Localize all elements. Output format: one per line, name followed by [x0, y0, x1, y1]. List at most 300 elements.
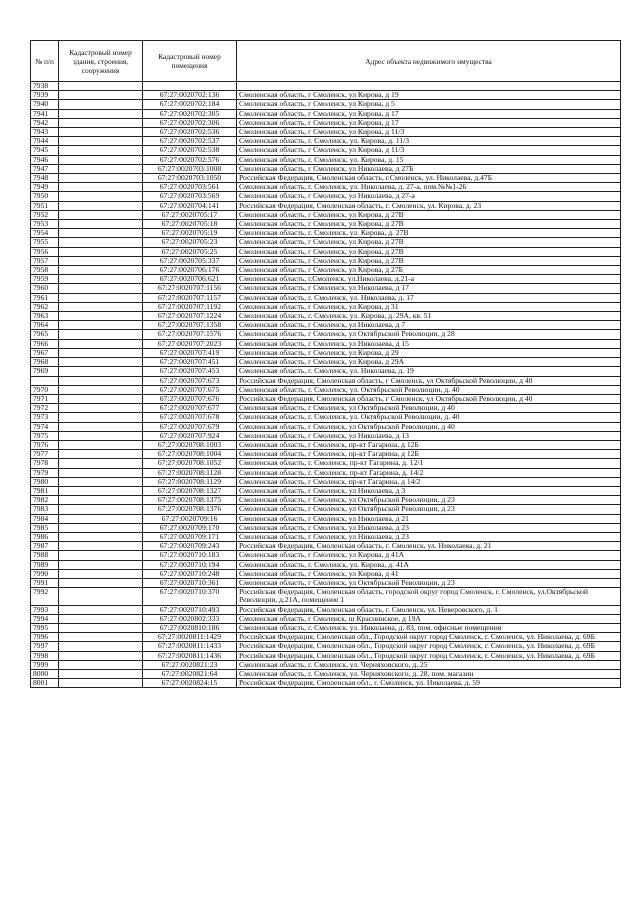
address-cell: Смоленская область, г Смоленск, ул Николаева, д 27-а — [237, 192, 621, 201]
header-num: № п/п — [31, 41, 59, 82]
building-cadastral-cell — [59, 229, 143, 238]
building-cadastral-cell — [59, 330, 143, 339]
row-number: 7951 — [31, 201, 59, 210]
room-cadastral-cell: 67:27:0020709:243 — [143, 542, 237, 551]
room-cadastral-cell: 67:27:0020707:419 — [143, 348, 237, 357]
table-row — [31, 679, 621, 688]
building-cadastral-cell — [59, 523, 143, 532]
address-cell: Смоленская область, г. Смоленск, ул. Николаева, д. 27-а, пом.№№1-26 — [237, 183, 621, 192]
row-number: 7992 — [31, 588, 59, 605]
building-cadastral-cell — [59, 660, 143, 669]
building-cadastral-cell — [59, 605, 143, 614]
building-cadastral-cell — [59, 109, 143, 118]
row-number: 7940 — [31, 100, 59, 109]
building-cadastral-cell — [59, 450, 143, 459]
room-cadastral-cell: 67:27:0020710:493 — [143, 605, 237, 614]
room-cadastral-cell: 67:27:0020710:361 — [143, 578, 237, 587]
table-row — [31, 201, 621, 210]
table-row — [31, 100, 621, 109]
address-cell: Смоленская область, г. Смоленск, ул. Черняховского, д. 28, пом. магазин — [237, 670, 621, 679]
row-number: 7962 — [31, 302, 59, 311]
table-row — [31, 339, 621, 348]
address-cell: Смоленская область, г. Смоленск, пр-кт Гагарина, д. 12/1 — [237, 459, 621, 468]
address-cell: Российская Федерация, Смоленская область, г. Смоленск, ул. Неверовского, д. 1 — [237, 605, 621, 614]
building-cadastral-cell — [59, 100, 143, 109]
row-number: 7993 — [31, 605, 59, 614]
room-cadastral-cell: 67:27:0020707:451 — [143, 358, 237, 367]
row-number: 7983 — [31, 505, 59, 514]
room-cadastral-cell — [143, 82, 237, 91]
row-number: 7961 — [31, 293, 59, 302]
table-row — [31, 229, 621, 238]
address-cell: Смоленская область, г. Смоленск, ул. Кирова, д. 15 — [237, 155, 621, 164]
table-row — [31, 394, 621, 403]
address-cell: Смоленская область, г Смоленск, ул Николаева, д 23 — [237, 532, 621, 541]
row-number: 7977 — [31, 450, 59, 459]
row-number: 7968 — [31, 358, 59, 367]
room-cadastral-cell: 67:27:0020702:538 — [143, 146, 237, 155]
building-cadastral-cell — [59, 413, 143, 422]
address-cell: Российская Федерация, Смоленская обл., Городской округ город Смоленск, г. Смоленск, ул. Николаева, д. 69Б — [237, 642, 621, 651]
table-row — [31, 542, 621, 551]
address-cell: Смоленская область, г Смоленск, пр-кт Гагарина, д 12Б — [237, 450, 621, 459]
address-cell: Смоленская область, г Смоленск, ул Кирова, д 17 — [237, 109, 621, 118]
building-cadastral-cell — [59, 284, 143, 293]
room-cadastral-cell: 67:27:0020707:2023 — [143, 339, 237, 348]
building-cadastral-cell — [59, 505, 143, 514]
room-cadastral-cell: 67:27:0020705:19 — [143, 229, 237, 238]
header-room-cadastral: Кадастровый номер помещения — [143, 41, 237, 82]
row-number: 7981 — [31, 486, 59, 495]
room-cadastral-cell: 67:27:0020702:305 — [143, 109, 237, 118]
row-number: 7994 — [31, 614, 59, 623]
address-cell: Смоленская область, г Смоленск, ул Кирова, д 27В — [237, 256, 621, 265]
building-cadastral-cell — [59, 623, 143, 632]
row-number: 7998 — [31, 651, 59, 660]
building-cadastral-cell — [59, 247, 143, 256]
table-row — [31, 605, 621, 614]
table-row — [31, 413, 621, 422]
address-cell: Российская Федерация, Смоленская область, г.Смоленск, ул. Николаева, д.47Б — [237, 174, 621, 183]
address-cell: Смоленская область, г. Смоленск, ул. Николаева, д. 17 — [237, 293, 621, 302]
room-cadastral-cell: 67:27:0020702:184 — [143, 100, 237, 109]
building-cadastral-cell — [59, 321, 143, 330]
row-number: 7974 — [31, 422, 59, 431]
address-cell: Российская Федерация, Смоленская область, г Смоленск, ул Октябрьской Революции, д 40 — [237, 394, 621, 403]
table-row — [31, 330, 621, 339]
building-cadastral-cell — [59, 302, 143, 311]
building-cadastral-cell — [59, 679, 143, 688]
building-cadastral-cell — [59, 155, 143, 164]
row-number: 7952 — [31, 210, 59, 219]
room-cadastral-cell: 67:27:0020710:370 — [143, 588, 237, 605]
building-cadastral-cell — [59, 551, 143, 560]
table-row — [31, 578, 621, 587]
row-number: 7941 — [31, 109, 59, 118]
address-cell: Российская Федерация, Смоленская обл., Городской округ город Смоленск, г. Смоленск, ул. Николаева, д. 69Б — [237, 651, 621, 660]
address-cell: Российская Федерация, Смоленская область, г Смоленск, ул Октябрьской Революции, д 40 — [237, 376, 621, 385]
table-row — [31, 496, 621, 505]
address-cell: Смоленская область, г Смоленск, ул Октябрьской Революции, д 23 — [237, 496, 621, 505]
row-number: 7949 — [31, 183, 59, 192]
room-cadastral-cell: 67:27:0020707:1192 — [143, 302, 237, 311]
room-cadastral-cell: 67:27:0020710:194 — [143, 560, 237, 569]
building-cadastral-cell — [59, 440, 143, 449]
building-cadastral-cell — [59, 532, 143, 541]
row-number: 8001 — [31, 679, 59, 688]
room-cadastral-cell: 67:27:0020709:170 — [143, 523, 237, 532]
address-cell: Смоленская область, г Смоленск, ул Николаева, д 3 — [237, 486, 621, 495]
row-number: 7999 — [31, 660, 59, 669]
address-cell: Смоленская область, г Смоленск, ул Кирова, д 19 — [237, 91, 621, 100]
address-cell: Смоленская область, г. Смоленск, ул. Кирова, д. 27В — [237, 229, 621, 238]
table-body — [31, 82, 621, 688]
row-number: 7948 — [31, 174, 59, 183]
table-row — [31, 440, 621, 449]
building-cadastral-cell — [59, 569, 143, 578]
room-cadastral-cell: 67:27:0020703:1008 — [143, 164, 237, 173]
room-cadastral-cell: 67:27:0020708:1376 — [143, 505, 237, 514]
document-page — [30, 40, 620, 688]
table-row — [31, 514, 621, 523]
building-cadastral-cell — [59, 468, 143, 477]
address-cell: Смоленская область, г Смоленск, ул Николаева, д 7 — [237, 321, 621, 330]
room-cadastral-cell: 67:27:0020702:306 — [143, 118, 237, 127]
table-row — [31, 220, 621, 229]
room-cadastral-cell: 67:27:0020821:64 — [143, 670, 237, 679]
building-cadastral-cell — [59, 174, 143, 183]
address-cell: Смоленская область, г Смоленск, ул Октябрьской Революции, д 40 — [237, 422, 621, 431]
address-cell: Смоленская область, г. Смоленск, пр-кт Гагарина, д. 14/2 — [237, 468, 621, 477]
room-cadastral-cell: 67:27:0020810:186 — [143, 623, 237, 632]
property-table — [30, 40, 621, 688]
table-row — [31, 459, 621, 468]
row-number: 7944 — [31, 137, 59, 146]
table-row — [31, 312, 621, 321]
address-cell: Смоленская область, г Смоленск, ул Кирова, д 41 — [237, 569, 621, 578]
address-cell: Смоленская область, г Смоленск, ул Кирова, д 27В — [237, 238, 621, 247]
address-cell: Смоленская область, г Смоленск, ул Николаева, д 23 — [237, 523, 621, 532]
building-cadastral-cell — [59, 220, 143, 229]
header-building-cadastral: Кадастровый номер здания, строения, сооружения — [59, 41, 143, 82]
address-cell: Смоленская область, г. Смоленск, ул. Кирова, д. 11/3 — [237, 137, 621, 146]
table-row — [31, 109, 621, 118]
row-number: 7957 — [31, 256, 59, 265]
building-cadastral-cell — [59, 91, 143, 100]
address-cell: Смоленская область, г Смоленск, ул Кирова, д 27В — [237, 247, 621, 256]
row-number: 7965 — [31, 330, 59, 339]
address-cell: Российская Федерация, Смоленская область, г. Смоленск, ул. Кирова, д. 23 — [237, 201, 621, 210]
address-cell: Смоленская область, г Смоленск, ул Кирова, д 27В — [237, 220, 621, 229]
row-number: 7942 — [31, 118, 59, 127]
address-cell: Смоленская область, г Смоленск, ул Кирова, д 27В — [237, 210, 621, 219]
building-cadastral-cell — [59, 339, 143, 348]
building-cadastral-cell — [59, 376, 143, 385]
room-cadastral-cell: 67:27:0020708:1003 — [143, 440, 237, 449]
row-number: 7938 — [31, 82, 59, 91]
table-row — [31, 293, 621, 302]
row-number: 7963 — [31, 312, 59, 321]
address-cell: Российская Федерация, Смоленская обл., Городской округ город Смоленск, г. Смоленск, ул. Николаева, д. 69Б — [237, 633, 621, 642]
table-row — [31, 614, 621, 623]
table-row — [31, 623, 621, 632]
row-number: 7945 — [31, 146, 59, 155]
row-number: 7991 — [31, 578, 59, 587]
room-cadastral-cell: 67:27:0020704:141 — [143, 201, 237, 210]
room-cadastral-cell: 67:27:0020707:1157 — [143, 293, 237, 302]
table-row — [31, 348, 621, 357]
table-row — [31, 128, 621, 137]
table-header-row — [31, 41, 621, 82]
room-cadastral-cell: 67:27:0020708:1052 — [143, 459, 237, 468]
table-row — [31, 468, 621, 477]
room-cadastral-cell: 67:27:0020811:1433 — [143, 642, 237, 651]
building-cadastral-cell — [59, 486, 143, 495]
building-cadastral-cell — [59, 385, 143, 394]
table-row — [31, 210, 621, 219]
address-cell: Российская Федерация, Смоленская обл., г. Смоленск, ул. Николаева, д. 59 — [237, 679, 621, 688]
room-cadastral-cell: 67:27:0020702:136 — [143, 91, 237, 100]
building-cadastral-cell — [59, 422, 143, 431]
room-cadastral-cell: 67:27:0020811:1429 — [143, 633, 237, 642]
row-number: 7995 — [31, 623, 59, 632]
address-cell: Смоленская область, г Смоленск, пр-кт Гагарина, д 14/2 — [237, 477, 621, 486]
room-cadastral-cell: 67:27:0020706:176 — [143, 266, 237, 275]
building-cadastral-cell — [59, 118, 143, 127]
building-cadastral-cell — [59, 404, 143, 413]
room-cadastral-cell: 67:27:0020703:1050 — [143, 174, 237, 183]
address-cell: Смоленская область, г Смоленск, ул Николаева, д 13 — [237, 431, 621, 440]
room-cadastral-cell: 67:27:0020708:1129 — [143, 477, 237, 486]
room-cadastral-cell: 67:27:0020707:1358 — [143, 321, 237, 330]
room-cadastral-cell: 67:27:0020707:1156 — [143, 284, 237, 293]
table-row — [31, 266, 621, 275]
room-cadastral-cell: 67:27:0020708:1327 — [143, 486, 237, 495]
table-row — [31, 256, 621, 265]
room-cadastral-cell: 67:27:0020705:17 — [143, 210, 237, 219]
address-cell: Смоленская область, г Смоленск, ул Кирова, д 11/3 — [237, 128, 621, 137]
room-cadastral-cell: 67:27:0020707:924 — [143, 431, 237, 440]
table-row — [31, 660, 621, 669]
table-row — [31, 486, 621, 495]
building-cadastral-cell — [59, 293, 143, 302]
table-row — [31, 431, 621, 440]
table-row — [31, 146, 621, 155]
room-cadastral-cell: 67:27:0020707:679 — [143, 422, 237, 431]
address-cell: Смоленская область, г. Смоленск, ул. Николаева, д. 19 — [237, 367, 621, 376]
room-cadastral-cell: 67:27:0020710:183 — [143, 551, 237, 560]
row-number: 8000 — [31, 670, 59, 679]
room-cadastral-cell: 67:27:0020707:676 — [143, 394, 237, 403]
building-cadastral-cell — [59, 192, 143, 201]
row-number: 7989 — [31, 560, 59, 569]
room-cadastral-cell: 67:27:0020706:621 — [143, 275, 237, 284]
building-cadastral-cell — [59, 210, 143, 219]
building-cadastral-cell — [59, 367, 143, 376]
room-cadastral-cell: 67:27:0020703:561 — [143, 183, 237, 192]
address-cell: Смоленская область, г. Смоленск, ул. Октябрьской Революции, д. 40 — [237, 385, 621, 394]
table-row — [31, 275, 621, 284]
room-cadastral-cell: 67:27:0020703:569 — [143, 192, 237, 201]
row-number: 7971 — [31, 394, 59, 403]
room-cadastral-cell: 67:27:0020708:1375 — [143, 496, 237, 505]
room-cadastral-cell: 67:27:0020707:673 — [143, 376, 237, 385]
row-number: 7943 — [31, 128, 59, 137]
room-cadastral-cell: 67:27:0020707:675 — [143, 385, 237, 394]
table-row — [31, 302, 621, 311]
building-cadastral-cell — [59, 183, 143, 192]
row-number: 7985 — [31, 523, 59, 532]
address-cell: Смоленская область, г Смоленск, ул Кирова, д 27Б — [237, 266, 621, 275]
address-cell: Смоленская область, г Смоленск, ул Октябрьской Революции, д 28 — [237, 330, 621, 339]
row-number: 7964 — [31, 321, 59, 330]
address-cell: Смоленская область, г Смоленск, ул Николаева, д 27Б — [237, 164, 621, 173]
row-number: 7966 — [31, 339, 59, 348]
address-cell: Смоленская область, г Смоленск, ул Николаева, д 17 — [237, 284, 621, 293]
address-cell — [237, 82, 621, 91]
building-cadastral-cell — [59, 312, 143, 321]
table-row — [31, 321, 621, 330]
address-cell: Смоленская область, г Смоленск, ул Октябрьской Революции, д 23 — [237, 505, 621, 514]
building-cadastral-cell — [59, 588, 143, 605]
building-cadastral-cell — [59, 164, 143, 173]
building-cadastral-cell — [59, 651, 143, 660]
building-cadastral-cell — [59, 477, 143, 486]
building-cadastral-cell — [59, 358, 143, 367]
room-cadastral-cell: 67:27:0020709:16 — [143, 514, 237, 523]
building-cadastral-cell — [59, 348, 143, 357]
table-row — [31, 376, 621, 385]
table-row — [31, 505, 621, 514]
row-number: 7953 — [31, 220, 59, 229]
row-number: 7979 — [31, 468, 59, 477]
row-number: 7972 — [31, 404, 59, 413]
row-number: 7988 — [31, 551, 59, 560]
table-row — [31, 247, 621, 256]
address-cell: Смоленская область, г Смоленск, пр-кт Гагарина, д 12Б — [237, 440, 621, 449]
address-cell: Смоленская область, г Смоленск, ул Октябрьской Революции, д 23 — [237, 578, 621, 587]
row-number: 7987 — [31, 542, 59, 551]
table-row — [31, 670, 621, 679]
room-cadastral-cell: 67:27:0020702:537 — [143, 137, 237, 146]
row-number: 7956 — [31, 247, 59, 256]
table-row — [31, 551, 621, 560]
row-number: 7984 — [31, 514, 59, 523]
room-cadastral-cell: 67:27:0020709:171 — [143, 532, 237, 541]
address-cell: Российская Федерация, Смоленская область, городской округ город Смоленск, г. Смоленск, ул.Октябрьской Революции, д.21А, помещение 1 — [237, 588, 621, 605]
room-cadastral-cell: 67:27:0020707:678 — [143, 413, 237, 422]
building-cadastral-cell — [59, 514, 143, 523]
row-number: 7978 — [31, 459, 59, 468]
address-cell: Смоленская область, г Смоленск, ш Краснинское, д 19А — [237, 614, 621, 623]
building-cadastral-cell — [59, 431, 143, 440]
address-cell: Смоленская область, г. Смоленск, ул. Кирова, д. 29А, кв. 51 — [237, 312, 621, 321]
table-row — [31, 118, 621, 127]
table-row — [31, 174, 621, 183]
table-row — [31, 238, 621, 247]
table-row — [31, 642, 621, 651]
building-cadastral-cell — [59, 394, 143, 403]
table-row — [31, 651, 621, 660]
building-cadastral-cell — [59, 137, 143, 146]
row-number: 7947 — [31, 164, 59, 173]
building-cadastral-cell — [59, 201, 143, 210]
row-number: 7973 — [31, 413, 59, 422]
address-cell: Смоленская область, г. Смоленск, ул. Октябрьской Революции, д. 40 — [237, 413, 621, 422]
room-cadastral-cell: 67:27:0020705:23 — [143, 238, 237, 247]
row-number: 7975 — [31, 431, 59, 440]
room-cadastral-cell: 67:27:0020821:23 — [143, 660, 237, 669]
row-number: 7982 — [31, 496, 59, 505]
address-cell: Смоленская область, г.Смоленск, ул.Николаева, д.21-а — [237, 275, 621, 284]
address-cell: Смоленская область, г. Смоленск, ул. Черняховского, д. 25 — [237, 660, 621, 669]
room-cadastral-cell: 67:27:0020708:1004 — [143, 450, 237, 459]
row-number: 7954 — [31, 229, 59, 238]
table-row — [31, 82, 621, 91]
address-cell: Смоленская область, г Смоленск, ул Кирова, д 5 — [237, 100, 621, 109]
address-cell: Смоленская область, г Смоленск, ул Кирова, д 31 — [237, 302, 621, 311]
building-cadastral-cell — [59, 642, 143, 651]
building-cadastral-cell — [59, 256, 143, 265]
address-cell: Смоленская область, г Смоленск, ул Кирова, д 29 — [237, 348, 621, 357]
row-number: 7990 — [31, 569, 59, 578]
row-number: 7959 — [31, 275, 59, 284]
row-number: 7939 — [31, 91, 59, 100]
room-cadastral-cell: 67:27:0020707:677 — [143, 404, 237, 413]
table-row — [31, 588, 621, 605]
table-row — [31, 192, 621, 201]
building-cadastral-cell — [59, 633, 143, 642]
building-cadastral-cell — [59, 238, 143, 247]
row-number: 7950 — [31, 192, 59, 201]
room-cadastral-cell: 67:27:0020705:337 — [143, 256, 237, 265]
building-cadastral-cell — [59, 275, 143, 284]
address-cell: Смоленская область, г Смоленск, ул Кирова, д 41А — [237, 551, 621, 560]
address-cell: Смоленская область, г Смоленск, ул Кирова, д 17 — [237, 118, 621, 127]
table-row — [31, 385, 621, 394]
row-number: 7986 — [31, 532, 59, 541]
building-cadastral-cell — [59, 459, 143, 468]
room-cadastral-cell: 67:27:0020705:25 — [143, 247, 237, 256]
row-number: 7955 — [31, 238, 59, 247]
room-cadastral-cell: 67:27:0020802:333 — [143, 614, 237, 623]
room-cadastral-cell: 67:27:0020811:1436 — [143, 651, 237, 660]
table-row — [31, 358, 621, 367]
building-cadastral-cell — [59, 82, 143, 91]
room-cadastral-cell: 67:27:0020707:1224 — [143, 312, 237, 321]
building-cadastral-cell — [59, 496, 143, 505]
table-row — [31, 137, 621, 146]
building-cadastral-cell — [59, 266, 143, 275]
table-row — [31, 633, 621, 642]
building-cadastral-cell — [59, 578, 143, 587]
table-row — [31, 569, 621, 578]
room-cadastral-cell: 67:27:0020710:248 — [143, 569, 237, 578]
table-row — [31, 155, 621, 164]
address-cell: Смоленская область, г. Смоленск, ул. Кирова, д. 41А — [237, 560, 621, 569]
row-number: 7996 — [31, 633, 59, 642]
address-cell: Смоленская область, г Смоленск, ул Кирова, д 29А — [237, 358, 621, 367]
row-number: 7958 — [31, 266, 59, 275]
room-cadastral-cell: 67:27:0020702:536 — [143, 128, 237, 137]
address-cell: Смоленская область, г Смоленск, ул Николаева, д 21 — [237, 514, 621, 523]
building-cadastral-cell — [59, 146, 143, 155]
address-cell: Смоленская область, г Смоленск, ул Николаева, д 15 — [237, 339, 621, 348]
room-cadastral-cell: 67:27:0020708:1128 — [143, 468, 237, 477]
row-number: 7946 — [31, 155, 59, 164]
address-cell: Смоленская область, г. Смоленск, ул. Николаева, д. 83, пом. офисные помещения — [237, 623, 621, 632]
table-row — [31, 164, 621, 173]
